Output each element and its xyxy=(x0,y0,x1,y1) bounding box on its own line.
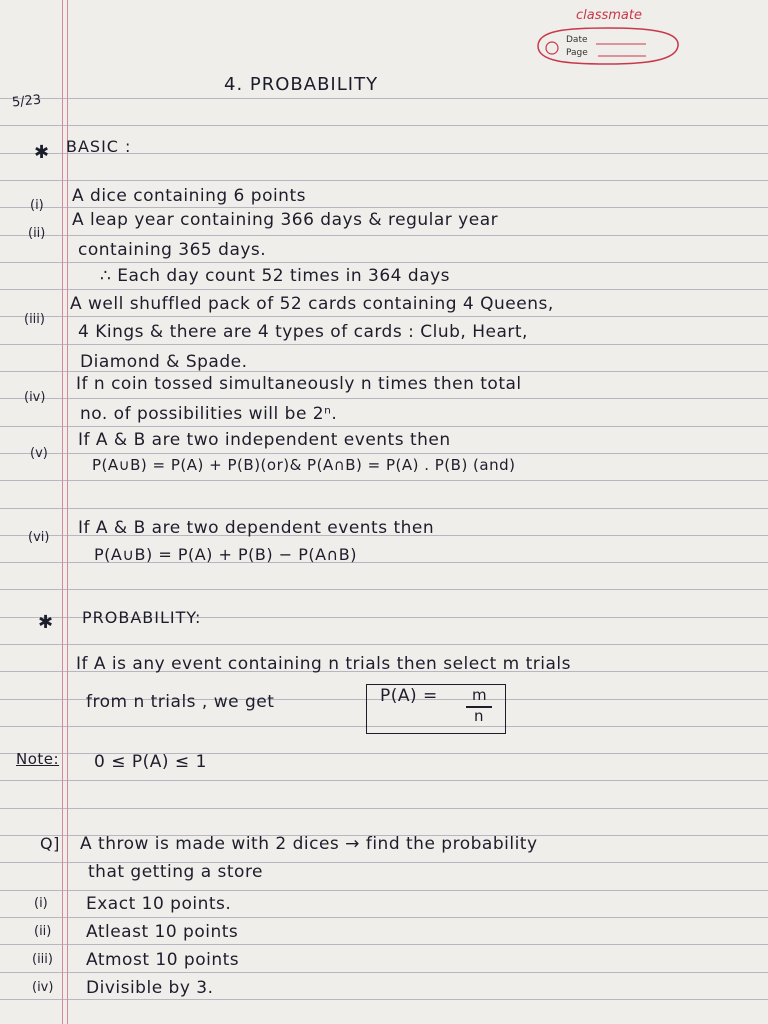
formula-numerator: m xyxy=(472,686,487,704)
ruled-line xyxy=(0,262,768,263)
basic-item-line: If A & B are two dependent events then xyxy=(78,518,435,538)
basic-item-line: P(A∪B) = P(A) + P(B) − P(A∩B) xyxy=(94,545,357,564)
basic-item-line: Diamond & Spade. xyxy=(80,352,248,372)
formula-denominator: n xyxy=(474,707,484,725)
basic-item-line: A leap year containing 366 days & regular year xyxy=(72,210,499,230)
ruled-line xyxy=(0,426,768,427)
ruled-line xyxy=(0,453,768,454)
basic-item-line: A well shuffled pack of 52 cards containing 4 Queens, xyxy=(70,294,554,314)
ruled-line xyxy=(0,780,768,781)
ruled-line xyxy=(0,125,768,126)
basic-item-label: (i) xyxy=(30,198,44,213)
basic-item-label: (v) xyxy=(30,446,48,461)
ruled-line xyxy=(0,207,768,208)
formula-lhs: P(A) = xyxy=(380,686,438,706)
question-part-text: Divisible by 3. xyxy=(86,978,214,998)
question-line: that getting a store xyxy=(88,862,264,882)
basic-item-label: (vi) xyxy=(28,530,50,545)
brand-name: classmate xyxy=(576,8,642,23)
ruled-line xyxy=(0,98,768,99)
ruled-line xyxy=(0,890,768,891)
question-line: A throw is made with 2 dices → find the probability xyxy=(80,834,538,854)
ruled-line xyxy=(0,917,768,918)
star-bullet: ✱ xyxy=(38,612,54,633)
ruled-line xyxy=(0,508,768,509)
note-label: Note: xyxy=(16,750,60,768)
basic-item-line: If A & B are two independent events then xyxy=(78,430,451,450)
basic-item-label: (iv) xyxy=(24,390,46,405)
ruled-line xyxy=(0,180,768,181)
basic-item-line: If n coin tossed simultaneously n times then total xyxy=(76,374,522,394)
question-part-label: (ii) xyxy=(34,924,52,939)
note-text: 0 ≤ P(A) ≤ 1 xyxy=(94,752,207,772)
ruled-line xyxy=(0,480,768,481)
margin-line-left xyxy=(62,0,63,1024)
question-part-label: (iv) xyxy=(32,980,54,995)
basic-heading: BASIC : xyxy=(66,137,132,156)
ruled-line xyxy=(0,289,768,290)
question-part-label: (i) xyxy=(34,896,48,911)
probability-line: If A is any event containing n trials then select m trials xyxy=(76,654,571,674)
brand-logo xyxy=(528,6,688,70)
date-note: 5/23 xyxy=(11,92,42,111)
ruled-line xyxy=(0,972,768,973)
probability-line: from n trials , we get xyxy=(86,692,275,712)
question-part-text: Exact 10 points. xyxy=(86,894,232,914)
basic-item-label: (iii) xyxy=(24,312,45,327)
page-title: 4. PROBABILITY xyxy=(224,74,379,95)
question-part-label: (iii) xyxy=(32,952,53,967)
basic-item-line: P(A∪B) = P(A) + P(B)(or)& P(A∩B) = P(A) . P(B) (and) xyxy=(92,456,516,474)
ruled-line xyxy=(0,344,768,345)
ruled-line xyxy=(0,944,768,945)
basic-item-label: (ii) xyxy=(28,226,46,241)
basic-item-line: ∴ Each day count 52 times in 364 days xyxy=(100,266,451,286)
basic-item-line: A dice containing 6 points xyxy=(72,186,306,206)
question-label: Q] xyxy=(40,834,60,853)
ruled-line xyxy=(0,589,768,590)
probability-heading: PROBABILITY: xyxy=(82,608,202,627)
ruled-line xyxy=(0,808,768,809)
date-label: Date xyxy=(566,35,588,45)
basic-item-line: containing 365 days. xyxy=(78,240,267,260)
ruled-line xyxy=(0,316,768,317)
question-part-text: Atleast 10 points xyxy=(86,922,239,942)
ruled-line xyxy=(0,235,768,236)
basic-item-line: no. of possibilities will be 2ⁿ. xyxy=(80,404,338,424)
ruled-line xyxy=(0,644,768,645)
ruled-line xyxy=(0,999,768,1000)
ruled-line xyxy=(0,398,768,399)
star-bullet: ✱ xyxy=(34,142,50,163)
basic-item-line: 4 Kings & there are 4 types of cards : Club, Heart, xyxy=(78,322,528,342)
question-part-text: Atmost 10 points xyxy=(86,950,240,970)
page-label: Page xyxy=(566,48,588,58)
